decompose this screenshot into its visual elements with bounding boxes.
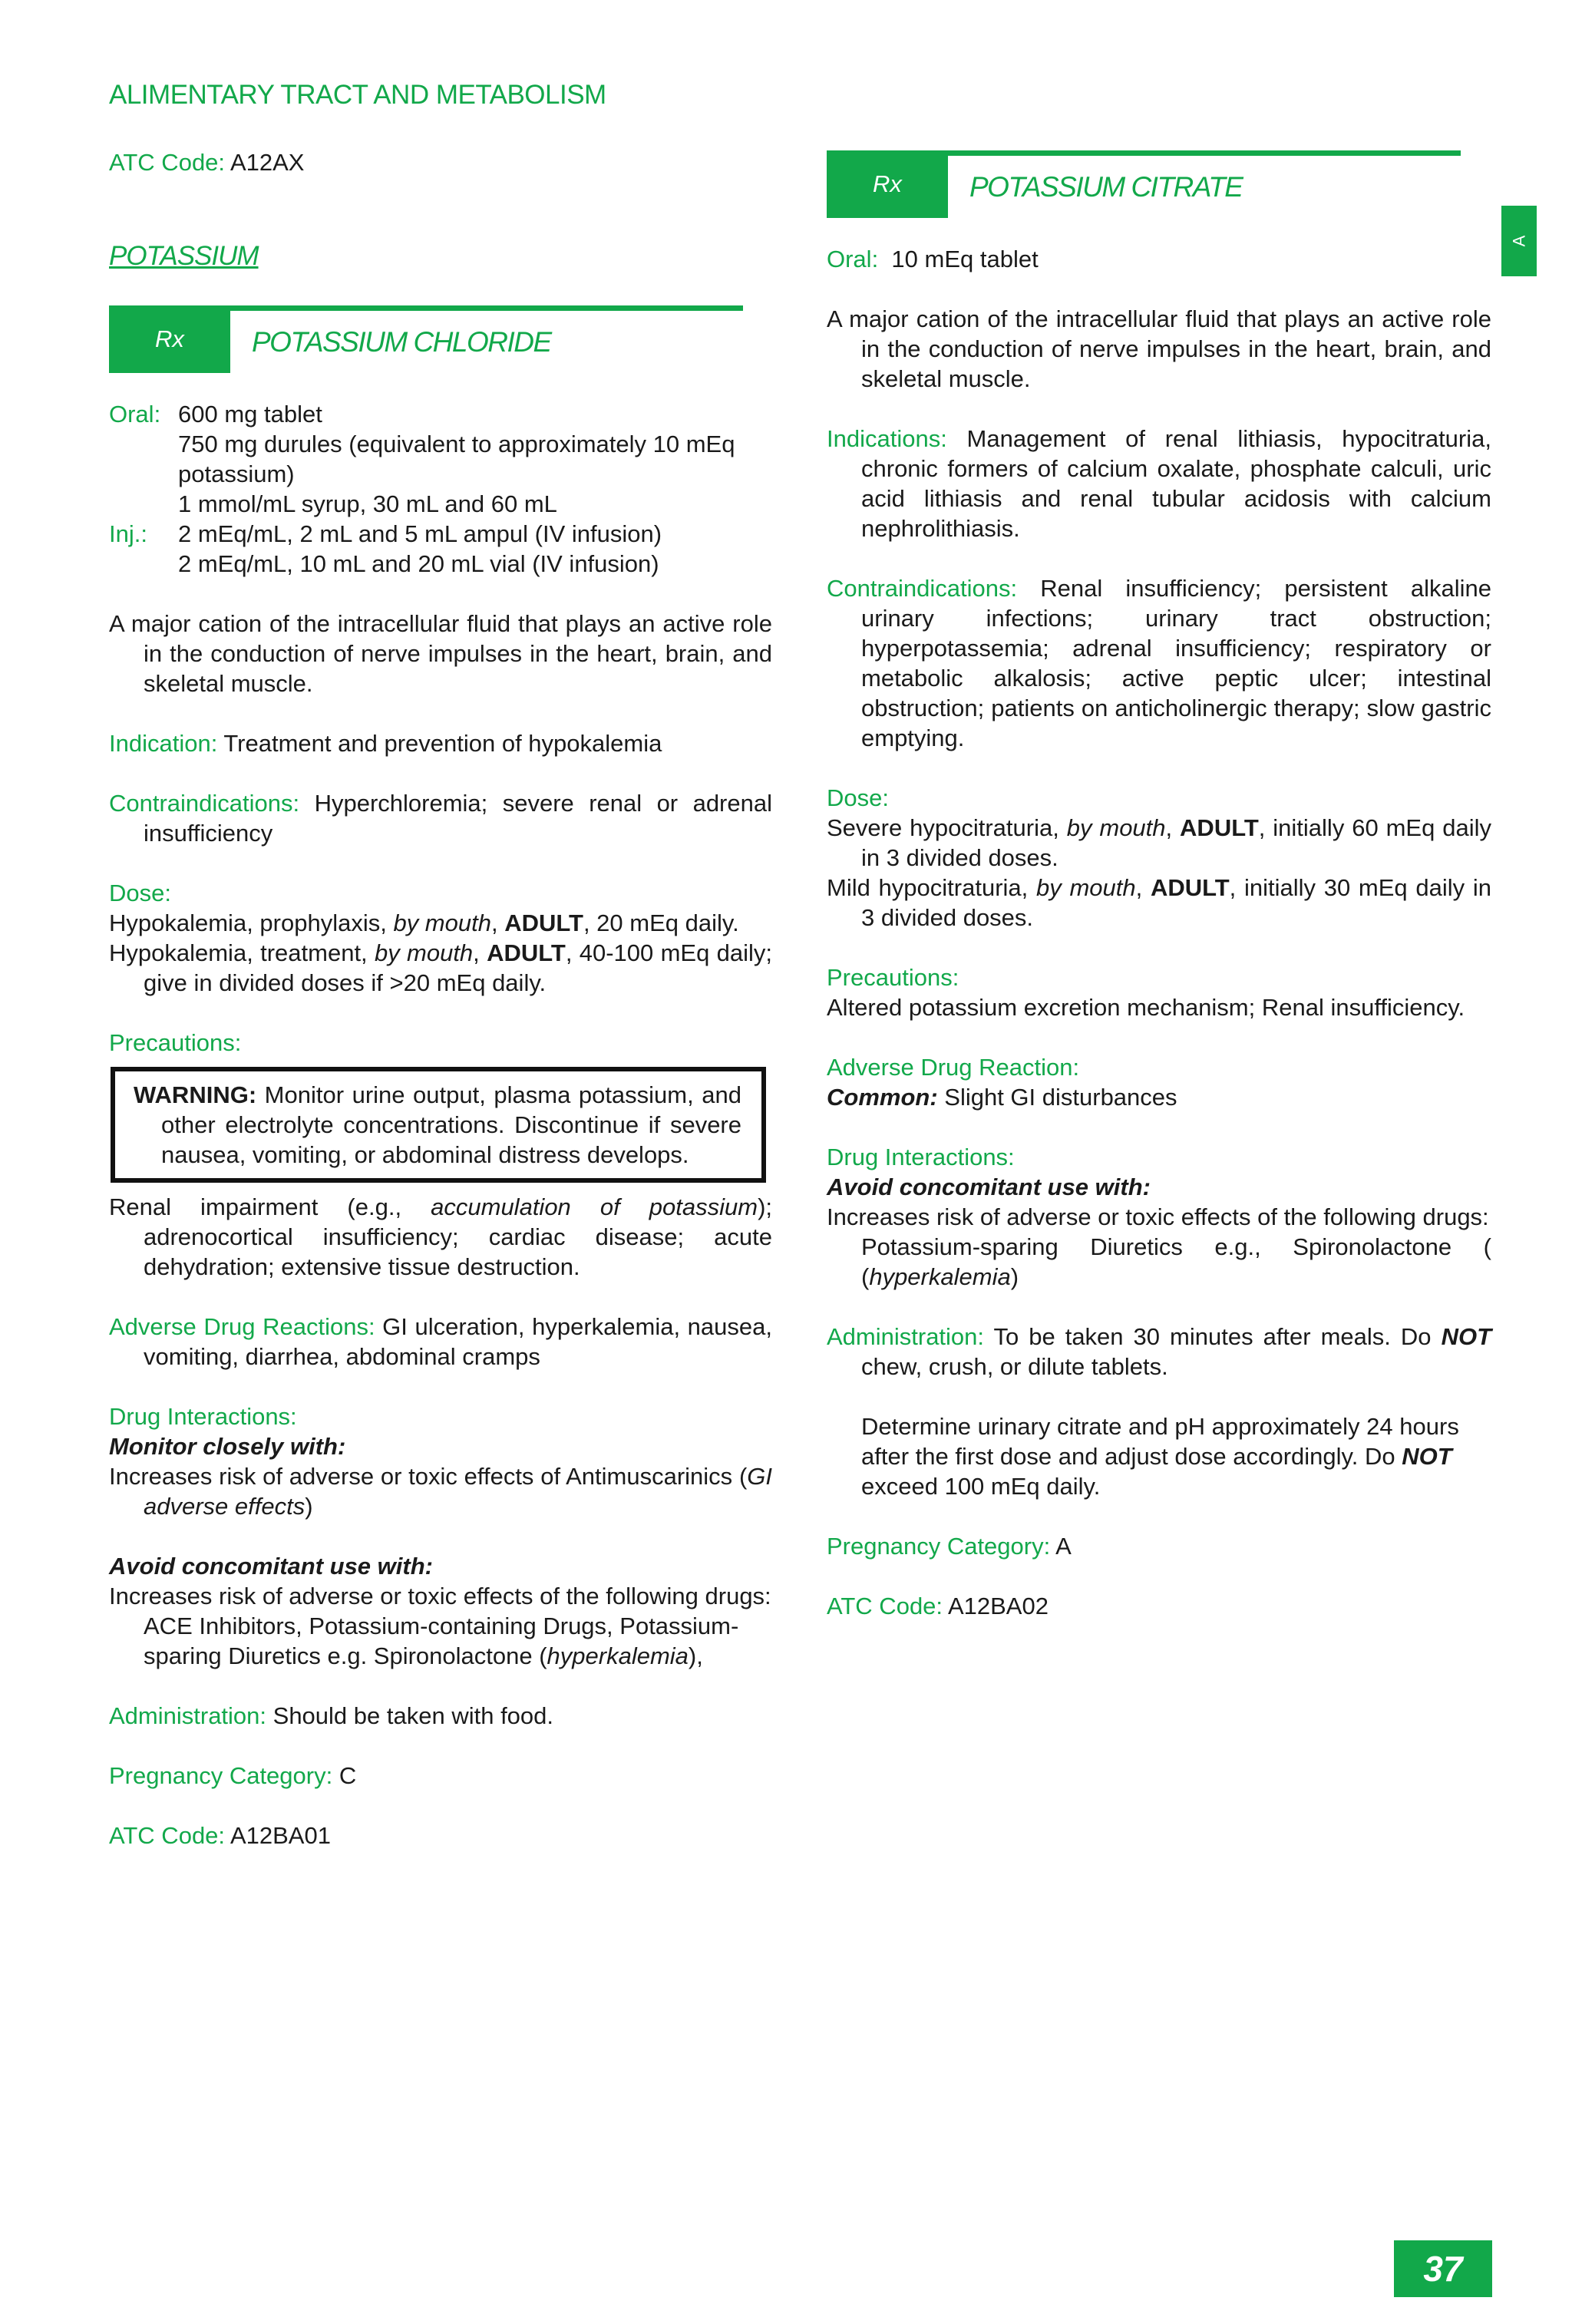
atc-value: A12AX bbox=[225, 149, 305, 176]
adverse-drug-reactions bbox=[109, 1312, 772, 1372]
precaution-text: Renal impairment (e.g., bbox=[109, 1193, 431, 1220]
administration-text: To be taken 30 minutes after meals. Do bbox=[984, 1323, 1442, 1350]
indication-label: Indication: bbox=[109, 730, 218, 757]
inj-label: Inj.: bbox=[109, 520, 147, 547]
adr-label: Adverse Drug Reactions: bbox=[109, 1313, 375, 1340]
dose-population: ADULT bbox=[504, 909, 583, 936]
contraindications-text: Hyperchloremia; severe renal or adrenal insufficiency bbox=[144, 790, 772, 847]
potassium-citrate-monograph bbox=[827, 244, 1491, 1621]
dose-text: Hypokalemia, treatment, bbox=[109, 939, 375, 966]
dose-amount: , 20 mEq daily. bbox=[583, 909, 739, 936]
indications-label: Indications: bbox=[827, 425, 947, 452]
dose-line bbox=[827, 873, 1491, 933]
drug-header-potassium-chloride bbox=[109, 305, 743, 373]
dose-amount: , initially 60 mEq daily in 3 divided doses. bbox=[861, 814, 1491, 871]
atc-value: A12BA01 bbox=[225, 1822, 331, 1849]
avoid-label: Avoid concomitant use with: bbox=[109, 1553, 433, 1580]
avoid-intro: Increases risk of adverse or toxic effects of the following drugs: bbox=[109, 1583, 771, 1609]
indications bbox=[827, 424, 1491, 543]
monitor-effect: GI adverse effects bbox=[144, 1463, 772, 1520]
description: A major cation of the intracellular fluid that plays an active role in the conduction of nerve impulses in the heart, brain, and skeletal muscle. bbox=[827, 305, 1491, 392]
drug-interactions-label: Drug Interactions: bbox=[109, 1403, 297, 1430]
dose-text: Mild hypocitraturia, bbox=[827, 874, 1036, 901]
atc-label: ATC Code: bbox=[109, 1822, 226, 1849]
administration-label: Administration: bbox=[109, 1702, 267, 1729]
monitor-body: Increases risk of adverse or toxic effects of Antimuscarinics ( bbox=[109, 1463, 748, 1490]
avoid-effect: hyperkalemia bbox=[547, 1642, 689, 1669]
drug-header-potassium-citrate bbox=[827, 150, 1461, 218]
precautions-label: Precautions: bbox=[827, 964, 959, 991]
pregnancy-label: Pregnancy Category: bbox=[109, 1762, 333, 1789]
oral-form bbox=[827, 244, 1491, 274]
avoid-drug-list: ACE Inhibitors, Potassium-containing Drugs, Potassium-sparing Diuretics e.g. Spironolactone ( bbox=[144, 1613, 739, 1669]
indication bbox=[109, 728, 772, 758]
page-number: 37 bbox=[1394, 2240, 1492, 2297]
common-text: Slight GI disturbances bbox=[937, 1084, 1177, 1111]
dose-amount: , initially 30 mEq daily in 3 divided doses. bbox=[861, 874, 1491, 931]
dose-population: ADULT bbox=[1150, 874, 1230, 901]
avoid-effect: hyperkalemia bbox=[869, 1263, 1011, 1290]
atc-code-group bbox=[109, 147, 304, 177]
inj-form: 2 mEq/mL, 10 mL and 20 mL vial (IV infusion) bbox=[178, 550, 659, 577]
dose-text: Hypokalemia, prophylaxis, bbox=[109, 909, 394, 936]
warning-text bbox=[134, 1080, 741, 1170]
dose-route: by mouth bbox=[393, 909, 491, 936]
administration-text: Should be taken with food. bbox=[266, 1702, 554, 1729]
contraindications bbox=[827, 573, 1491, 753]
monitor-text bbox=[109, 1461, 772, 1521]
section-tab-letter: A bbox=[1509, 235, 1529, 247]
rx-badge: Rx bbox=[109, 305, 230, 373]
dose-line bbox=[109, 908, 772, 938]
dose-route: by mouth bbox=[1035, 874, 1136, 901]
warning-box bbox=[111, 1067, 766, 1183]
oral-forms bbox=[178, 399, 772, 519]
pregnancy-label: Pregnancy Category: bbox=[827, 1533, 1051, 1560]
administration-label: Administration: bbox=[827, 1323, 985, 1350]
monitor-label: Monitor closely with: bbox=[109, 1433, 346, 1460]
common-label: Common: bbox=[827, 1084, 938, 1111]
drug-interactions-label: Drug Interactions: bbox=[827, 1144, 1015, 1170]
avoid-drugs bbox=[827, 1232, 1491, 1262]
dose-label: Dose: bbox=[827, 784, 889, 811]
administration-emphasis: NOT bbox=[1441, 1323, 1491, 1350]
precaution-italic: accumulation of potassium bbox=[431, 1193, 758, 1220]
administration-text: chew, crush, or dilute tablets. bbox=[861, 1353, 1168, 1380]
avoid-intro: Increases risk of adverse or toxic effects of the following drugs: bbox=[827, 1203, 1489, 1230]
drug-name: POTASSIUM CHLORIDE bbox=[252, 326, 551, 358]
contraindications-label: Contraindications: bbox=[827, 575, 1018, 602]
dose-line bbox=[827, 813, 1491, 873]
administration-note-text: exceed 100 mEq daily. bbox=[861, 1473, 1101, 1500]
pregnancy-category bbox=[827, 1531, 1491, 1561]
dose-population: ADULT bbox=[487, 939, 566, 966]
indications-text: Management of renal lithiasis, hypocitraturia, chronic formers of calcium oxalate, phosphate calculi, uric acid lithiasis and renal tubular acidosis with calcium nephrolithiasis. bbox=[861, 425, 1491, 542]
pregnancy-value: A bbox=[1050, 1533, 1072, 1560]
dose-label: Dose: bbox=[109, 880, 171, 906]
monitor-close: ) bbox=[305, 1493, 313, 1520]
precaution-text: ); adrenocortical insufficiency; cardiac disease; acute dehydration; extensive tissue destruction. bbox=[144, 1193, 772, 1280]
description: A major cation of the intracellular fluid that plays an active role in the conduction of nerve impulses in the heart, brain, and skeletal muscle. bbox=[109, 610, 772, 697]
atc-label: ATC Code: bbox=[827, 1593, 943, 1619]
pregnancy-value: C bbox=[332, 1762, 357, 1789]
atc-label: ATC Code: bbox=[109, 149, 226, 176]
oral-form: 750 mg durules (equivalent to approximately 10 mEq potassium) bbox=[178, 431, 735, 487]
group-title: POTASSIUM bbox=[109, 241, 259, 271]
avoid-close: ), bbox=[688, 1642, 703, 1669]
oral-form: 1 mmol/mL syrup, 30 mL and 60 mL bbox=[178, 490, 557, 517]
atc-value: A12BA02 bbox=[943, 1593, 1049, 1619]
avoid-drugs bbox=[109, 1611, 772, 1671]
dose-population: ADULT bbox=[1180, 814, 1259, 841]
dose-route: by mouth bbox=[374, 939, 474, 966]
contraindications-label: Contraindications: bbox=[109, 790, 300, 817]
drug-name: POTASSIUM CITRATE bbox=[969, 171, 1243, 203]
oral-text: 10 mEq tablet bbox=[878, 246, 1039, 272]
dose-amount: , 40-100 mEq daily; give in divided doses if >20 mEq daily. bbox=[144, 939, 772, 996]
warning-label: WARNING: bbox=[134, 1081, 257, 1108]
avoid-label: Avoid concomitant use with: bbox=[827, 1174, 1151, 1200]
dose-text: Severe hypocitraturia, bbox=[827, 814, 1067, 841]
dose-sep: , bbox=[1165, 814, 1181, 841]
avoid-effect-line: (hyperkalemia) bbox=[861, 1263, 1019, 1290]
dose-sep: , bbox=[1135, 874, 1151, 901]
inj-forms bbox=[178, 519, 772, 579]
oral-label: Oral: bbox=[109, 401, 161, 427]
page-header: ALIMENTARY TRACT AND METABOLISM bbox=[109, 80, 606, 110]
avoid-close: ) bbox=[1010, 1263, 1019, 1290]
dose-sep: , bbox=[490, 909, 505, 936]
renal-precautions bbox=[109, 1192, 772, 1282]
contraindications bbox=[109, 788, 772, 848]
administration-note bbox=[827, 1411, 1491, 1501]
dosage-forms bbox=[109, 399, 772, 579]
pregnancy-category bbox=[109, 1761, 772, 1791]
adr-label: Adverse Drug Reaction: bbox=[827, 1054, 1080, 1081]
avoid-drug-list: Potassium-sparing Diuretics e.g., Spironolactone ( bbox=[861, 1233, 1491, 1260]
section-tab-marker bbox=[1501, 206, 1537, 276]
atc-code bbox=[827, 1591, 1491, 1621]
administration-note-text: Determine urinary citrate and pH approximately 24 hours after the first dose and adjust dose accordingly. Do bbox=[861, 1413, 1459, 1470]
adr-common bbox=[827, 1082, 1491, 1112]
dose-route: by mouth bbox=[1066, 814, 1166, 841]
administration bbox=[109, 1701, 772, 1731]
oral-form: 600 mg tablet bbox=[178, 401, 322, 427]
rx-badge: Rx bbox=[827, 150, 948, 218]
dose-line bbox=[109, 938, 772, 998]
dose-sep: , bbox=[473, 939, 487, 966]
atc-code bbox=[109, 1821, 772, 1850]
adr-text: GI ulceration, hyperkalemia, nausea, vomiting, diarrhea, abdominal cramps bbox=[144, 1313, 773, 1370]
inj-form: 2 mEq/mL, 2 mL and 5 mL ampul (IV infusion) bbox=[178, 520, 662, 547]
administration-emphasis: NOT bbox=[1402, 1443, 1452, 1470]
administration bbox=[827, 1322, 1491, 1382]
indication-text: Treatment and prevention of hypokalemia bbox=[217, 730, 662, 757]
precautions-text: Altered potassium excretion mechanism; Renal insufficiency. bbox=[827, 994, 1465, 1021]
warning-body: Monitor urine output, plasma potassium, and other electrolyte concentrations. Discontinue if severe nausea, vomiting, or abdominal distress develops. bbox=[161, 1081, 741, 1168]
contraindications-text: Renal insufficiency; persistent alkaline urinary infections; urinary tract obstruction; hyperpotassemia; adrenal insufficiency; respiratory or metabolic alkalosis; active peptic ulcer; intestinal obstruction; patients on anticholinergic therapy; slow gastric emptying. bbox=[861, 575, 1491, 751]
precautions-label: Precautions: bbox=[109, 1029, 242, 1056]
oral-label: Oral: bbox=[827, 246, 879, 272]
potassium-chloride-monograph bbox=[109, 399, 772, 1850]
